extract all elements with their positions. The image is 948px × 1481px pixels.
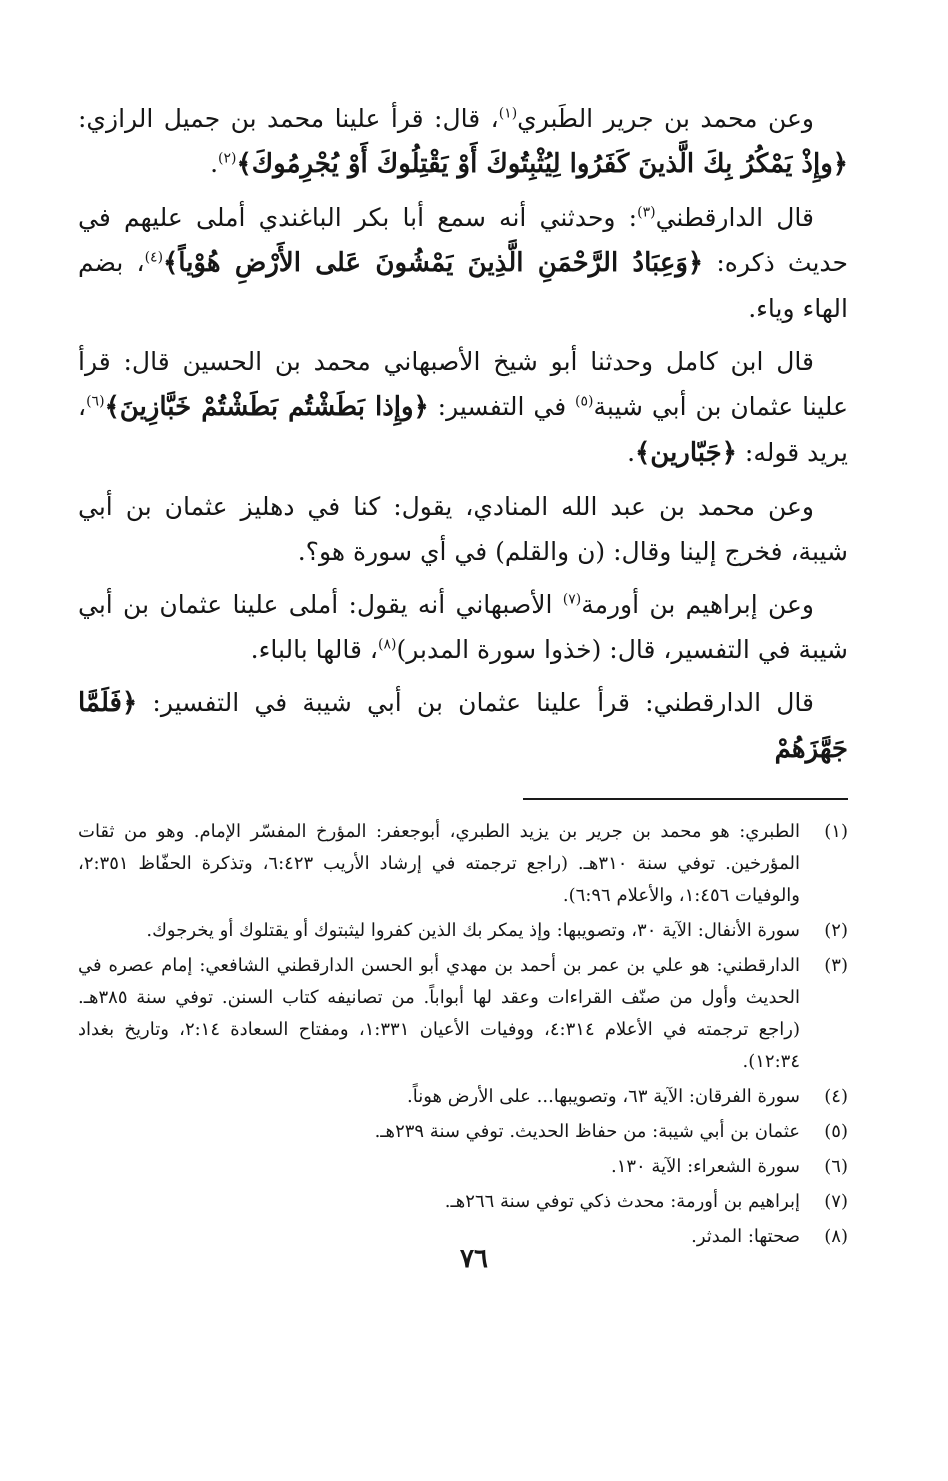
footnote (78, 950, 848, 1078)
quran-quote: ﴿وإِذا بَطَشْتُم بَطَشْتُمْ خَبَّازِينَ﴾ (104, 392, 429, 422)
footnote-text: الدارقطني: هو علي بن عمر بن أحمد بن مهدي أبو الحسن الدارقطني الشافعي: إمام عصره في الحديث وأول من صنّف القراءات وعقد لها أبواباً. من تصانيفه كتاب السنن. توفي سنة ٣٨٥هـ. (راجع ترجمته في الأعلام ٤:٣١٤، ووفيات الأعيان ١:٣٣١، ومفتاح السعادة ٢:١٤، وتاريخ بغداد ١٢:٣٤). (78, 955, 801, 1072)
footnote-text: الطبري: هو محمد بن جرير بن يزيد الطبري، أبوجعفر: المؤرخ المفسّر الإمام. وهو من ثقات المؤرخين. توفي سنة ٣١٠هـ. (راجع ترجمته في إرشاد الأريب ٦:٤٢٣، وتذكرة الحفّاظ ٢:٣٥١، والوفيات ١:٤٥٦، والأعلام ٦:٩٦). (78, 821, 800, 906)
footnote (78, 1151, 848, 1183)
footnote-marker: (٨) (377, 636, 397, 653)
paragraph (78, 484, 848, 574)
footnote-number: (٢) (824, 920, 848, 941)
quran-quote: ﴿وإِذْ يَمْكُرُ بِكَ الَّذينَ كَفَرُوا لِيُثْبِتُوكَ أَوْ يَقْتِلُوكَ أَوْ يُجْرِمُوكَ﴾ (236, 149, 848, 179)
footnote-number: (١) (824, 821, 848, 842)
footnote-number: (٦) (824, 1156, 848, 1177)
footnote-marker: (٢) (218, 150, 237, 167)
main-text (78, 96, 848, 772)
text-segment: : وحدثني أنه سمع أبا بكر الباغندي أملى عليهم في حديث ذكره: (78, 203, 848, 277)
text-segment: ، يريد قوله: (78, 392, 848, 467)
text-segment: ، بضم الهاء وياء. (78, 248, 848, 323)
footnote (78, 1186, 848, 1218)
footnote-marker: (٥) (575, 393, 594, 410)
footnote-text: إبراهيم بن أورمة: محدث ذكي توفي سنة ٢٦٦هـ. (444, 1191, 800, 1212)
footnote-number: (٤) (824, 1086, 848, 1107)
footnote-number: (٥) (824, 1121, 848, 1142)
footnote-separator (523, 798, 848, 800)
page-body (78, 96, 848, 1256)
paragraph (78, 96, 848, 187)
footnote-text: سورة الفرقان: الآية ٦٣، وتصويبها... على الأرض هوناً. (407, 1086, 800, 1107)
footnote-marker: (٧) (562, 591, 582, 608)
text-segment: وعن محمد بن عبد الله المنادي، يقول: كنا في دهليز عثمان بن أبي شيبة، فخرج إلينا وقال: (ن والقلم) في أي سورة هو؟. (78, 492, 848, 566)
text-segment: قال الدارقطني: قرأ علينا عثمان بن أبي شيبة في التفسير: (137, 688, 814, 717)
paragraph (78, 195, 848, 331)
text-segment: وعن محمد بن جرير الطَبري (517, 104, 814, 133)
footnote-text: صحتها: المدثر. (691, 1226, 800, 1247)
footnote (78, 1116, 848, 1148)
paragraph (78, 680, 848, 772)
page-number: ٧٦ (460, 1244, 488, 1274)
footnote (78, 816, 848, 912)
footnote-text: سورة الأنفال: الآية ٣٠، وتصويبها: وإذ يمكر بك الذين كفروا ليثبتوك أو يقتلوك أو يخرجوك. (146, 920, 800, 941)
text-segment: وعن إبراهيم بن أورمة (581, 590, 814, 619)
quran-quote: ﴿فَلَمَّا جَهَّزَهُمْ (78, 688, 848, 764)
footnote-number: (٧) (824, 1191, 848, 1212)
text-segment: ، قالها بالباء. (250, 635, 378, 664)
footnote-number: (٨) (824, 1226, 848, 1247)
footnote (78, 1081, 848, 1113)
footnote-marker: (٣) (637, 204, 656, 221)
footnote-marker: (٤) (144, 249, 164, 266)
footnote-text: عثمان بن أبي شيبة: من حفاظ الحديث. توفي سنة ٢٣٩هـ. (374, 1121, 800, 1142)
paragraph (78, 339, 848, 476)
footnote-marker: (١) (498, 105, 518, 122)
footnote (78, 915, 848, 947)
text-segment: الأصبهاني أنه يقول: أملى علينا عثمان بن أبي شيبة في التفسير، قال: (خذوا سورة المدبر) (78, 590, 848, 664)
text-segment: في التفسير: (428, 392, 576, 421)
quran-quote: ﴿جَبّارين﴾ (635, 438, 737, 468)
text-segment: . (627, 438, 636, 467)
text-segment: . (210, 149, 219, 178)
quran-quote: ﴿وَعِبَادُ الرَّحْمَنِ الَّذِينَ يَمْشُونَ عَلى الأَرْضِ هُوْياً﴾ (163, 248, 704, 278)
footnote-number: (٣) (824, 955, 848, 976)
paragraph (78, 582, 848, 672)
footnote-marker: (٦) (86, 393, 105, 410)
text-segment: ، قال: قرأ علينا محمد بن جميل الرازي: (78, 104, 499, 133)
footnote-text: سورة الشعراء: الآية ١٣٠. (610, 1156, 800, 1177)
text-segment: قال الدارقطني (655, 203, 814, 232)
footnotes (78, 816, 848, 1253)
text-segment: قال ابن كامل وحدثنا أبو شيخ الأصبهاني محمد بن الحسين قال: قرأ علينا عثمان بن أبي شيبة (78, 347, 848, 421)
